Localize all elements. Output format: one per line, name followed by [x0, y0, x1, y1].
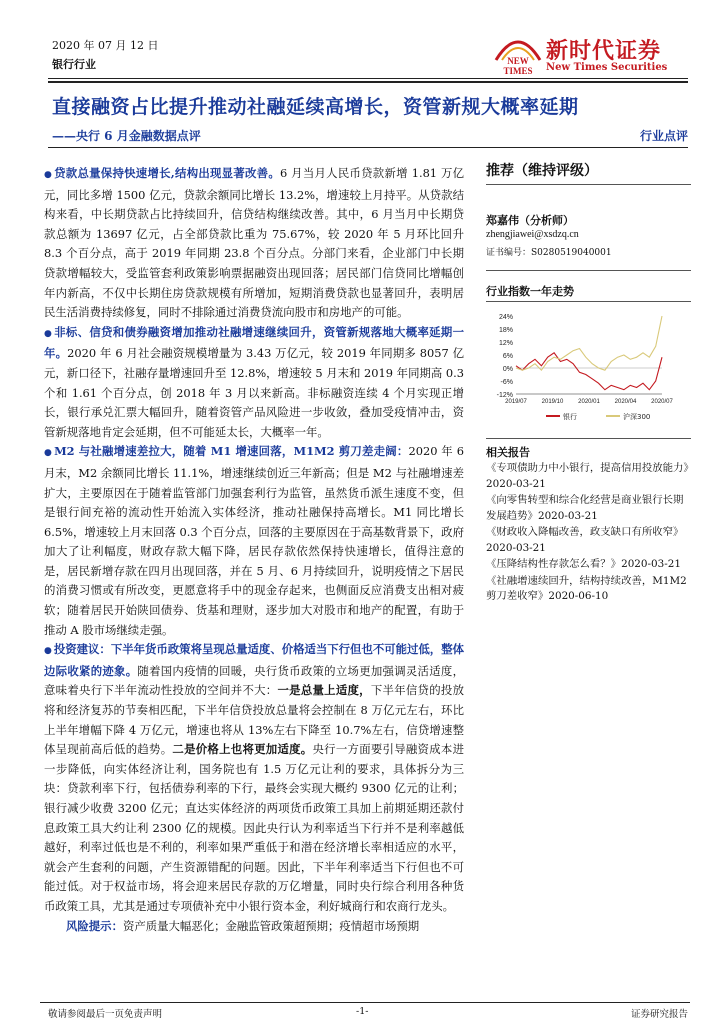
related-report-item[interactable]: 《向零售转型和综合化经营是商业银行长期发展趋势》2020-03-21: [486, 494, 684, 522]
title-rule: [48, 147, 688, 148]
y-tick-label: 6%: [502, 353, 513, 360]
related-report-item[interactable]: 《财政收入降幅改善，政支缺口有所收窄》2020-03-21: [486, 526, 684, 554]
paragraph-risk: [44, 917, 464, 937]
paragraph-lead-2: 一是总量上适度，: [277, 683, 371, 698]
paragraph-text: 2020 年 6 月社会融资规模增量为 3.43 万亿元，较 2019 年同期多 8057 亿元，新口径下，社融存量增速回升至 12.8%，增速较 5 月末和 2019 年同期高 0.3 个和 1.61 个百分点，创 2018 年 3 月以来新高。非标融资连续 4 个月实现正增长，银行承兑汇票大幅回升，随着资管产品风险进一步收敛，叠加受疫情冲击，资管新规落地肯定会延期，但不可能延太长，大概率一年。: [44, 346, 464, 439]
legend-label: 沪深300: [623, 413, 651, 421]
y-tick-label: 0%: [502, 366, 513, 373]
report-date: 2020 年 07 月 12 日: [52, 39, 159, 52]
paragraph-loans: [44, 164, 464, 323]
paragraph-lead: 风险提示：: [66, 918, 123, 933]
footer-label: 证券研究报告: [630, 1009, 688, 1020]
logo-mark-icon: [492, 30, 544, 78]
y-tick-label: -12%: [496, 392, 513, 399]
sidebar-rule: [486, 301, 691, 302]
y-tick-label: 18%: [498, 327, 513, 334]
y-tick-label: -6%: [500, 379, 513, 386]
related-reports-title: 相关报告: [486, 446, 530, 459]
industry-label: 银行行业: [52, 58, 96, 71]
related-report-item[interactable]: 《社融增速续回升，结构持续改善，M1M2 剪刀差收窄》2020-06-10: [486, 574, 687, 602]
legend-label: 银行: [563, 413, 577, 421]
sidebar-rule: [486, 270, 691, 271]
analyst-cert: 证书编号：S0280519040001: [486, 248, 612, 258]
paragraph-social-financing: [44, 323, 464, 443]
header-rule: [48, 78, 688, 79]
x-tick-label: 2019/07: [505, 399, 527, 405]
paragraph-text-2: 下半年信贷的投放将和经济复苏的节奏相匹配，下半年信贷投放总量将会控制在 8 万亿元左右，环比上半年增幅下降 4 万亿元，增速也将从 13%左右下降至 10.7%左右，信贷增速整体呈现前高后低的趋势。: [44, 683, 464, 757]
rating-label: 推荐（维持评级）: [486, 163, 598, 179]
x-tick-label: 2019/10: [541, 399, 564, 405]
logo-chinese-name: 新时代证券: [546, 38, 662, 64]
paragraph-text: 随着国内疫情的回暖，央行货币政策的立场更加强调灵活适度，意味着央行下半年流动性投放的空间并不大：: [44, 663, 464, 698]
sidebar-rule: [486, 184, 691, 185]
paragraph-lead-3: 二是价格上也将更加适度。: [172, 742, 313, 757]
related-reports-list: [486, 461, 691, 606]
y-tick-label: 12%: [498, 340, 513, 347]
paragraph-text-3: 央行一方面要引导融资成本进一步降低，向实体经济让利，国务院也有 1.5 万亿元让利的要求，具体拆分为三块：贷款利率下行，包括债券利率的下行，最终会实现大概约 9300 亿元的让利；银行减少收费 3200 亿元；直达实体经济的两项货币政策工具加上前期延期还款付息政策工具大约让利 2300 亿的规模。因此央行认为利率适当下行并不是利率越低越好，利率过低也是不利的，利率如果严重低于和潜在经济增长率相适应的水平，就会产生套利的问题，产生资源错配的问题。因此，下半年利率适当下行但也不可能过低。对于权益市场，将会迎来居民存款的万亿增量，同时央行综合利用各种货币政策工具，尤其是通过专项债补充中小银行资本金，利好城商行和农商行龙头。: [44, 742, 464, 913]
paragraph-lead: 非标、信贷和债券融资增加推动社融增速继续回升，资管新规落地大概率延期一年。: [44, 324, 464, 361]
y-tick-label: 24%: [498, 314, 513, 321]
x-tick-label: 2020/01: [578, 399, 600, 405]
x-tick-label: 2020/07: [651, 399, 673, 405]
series-line: [516, 353, 662, 390]
bullet-icon: ●: [44, 170, 53, 180]
related-report-item[interactable]: 《压降结构性存款怎么看？》2020-03-21: [486, 558, 681, 570]
analyst-name: 郑嘉伟（分析师）: [486, 214, 574, 227]
logo-english-name: New Times Securities: [546, 62, 668, 73]
logo-mark-top: NEW: [507, 56, 529, 66]
paragraph-lead: 投资建议：下半年货币政策将呈现总量适度、价格适当下行但也不可能过低，整体边际收紧的迹象。: [44, 642, 464, 678]
paragraph-lead: 贷款总量保持快速增长,结构出现显著改善。: [54, 166, 281, 180]
company-logo: [492, 30, 692, 78]
page-number: -1-: [356, 1006, 369, 1017]
report-title: 直接融资占比提升推动社融延续高增长，资管新规大概率延期: [52, 96, 579, 118]
report-body: [44, 164, 464, 936]
bullet-icon: ●: [44, 448, 53, 459]
report-category: 行业点评: [639, 129, 688, 143]
paragraph-investment-advice: [44, 640, 464, 916]
paragraph-lead: M2 与社融增速差拉大，随着 M1 增速回落，M1M2 剪刀差走阔：: [54, 444, 409, 459]
bullet-icon: ●: [44, 328, 53, 339]
logo-mark-bottom: TIMES: [503, 66, 533, 76]
footer-rule: [40, 1002, 690, 1003]
paragraph-text: 6 月当月人民币贷款新增 1.81 万亿元，同比多增 1500 亿元，贷款余额同比增长 13.2%，增速较上月持平。从贷款结构来看，中长期贷款占比持续回升，信贷结构继续改善。其中，6 月当月中长期贷款总额为 13697 亿元，占全部贷款比重为 75.67%，较 2020 年 5 月环比回升 8.3 个百分点，高于 2019 年同期 23.8 个百分点。分部门来看，企业部门中长期贷款增幅较大，受监管套利政策影响票据融资出现回落；居民部门信贷同比增幅创年内新高，不仅中长期住房贷款规模有所增加，短期消费贷款也显著回升，表明居民生活消费持续修复，同时不排除通过消费贷流向股市和房地产的可能。: [44, 166, 465, 320]
analyst-email[interactable]: zhengjiawei@xsdzq.cn: [486, 229, 579, 240]
paragraph-money-supply: [44, 442, 464, 640]
related-report-item[interactable]: 《专项债助力中小银行，提高信用投放能力》2020-03-21: [486, 462, 689, 490]
report-subtitle: ——央行 6 月金融数据点评: [52, 129, 201, 143]
sidebar-rule: [486, 438, 691, 439]
index-trend-chart: [484, 308, 694, 434]
chart-title: 行业指数一年走势: [486, 285, 574, 298]
paragraph-text: 2020 年 6 月末，M2 余额同比增长 11.1%，增速继续创近三年新高；但是 M2 与社融增速差扩大，主要原因在于随着监管部门加强套利行为监管，虽然货币派生速度不变，但是银行间充裕的流动性开始流入实体经济，推动社融保持高增长。M1 同比增长 6.5%，增速较上月末回落 0.3 个百分点，回落的主要原因在于高基数背景下，政府加大了让利幅度，财政存款大幅下降，居民存款依然保持快速增长，值得注意的是，居民新增存款在四月出现回落，并在 5 月、6 月持续回升，说明疫情之下居民的消费习惯或有所改变，更愿意将手中的现金存起来，也侧面反应消费支出相对疲软；随着居民开始陕回债券、货基和理财，逐步加大对股市和地产的配置，有助于推动 A 股市场继续走强。: [44, 444, 464, 637]
bullet-icon: ●: [44, 646, 52, 657]
footer-disclaimer: 敬请参阅最后一页免责声明: [48, 1009, 163, 1020]
x-tick-label: 2020/04: [614, 399, 637, 405]
paragraph-text: 资产质量大幅恶化；金融监管政策超预期；疫情超市场预期: [122, 918, 420, 933]
header-rule-thick: [48, 81, 688, 83]
